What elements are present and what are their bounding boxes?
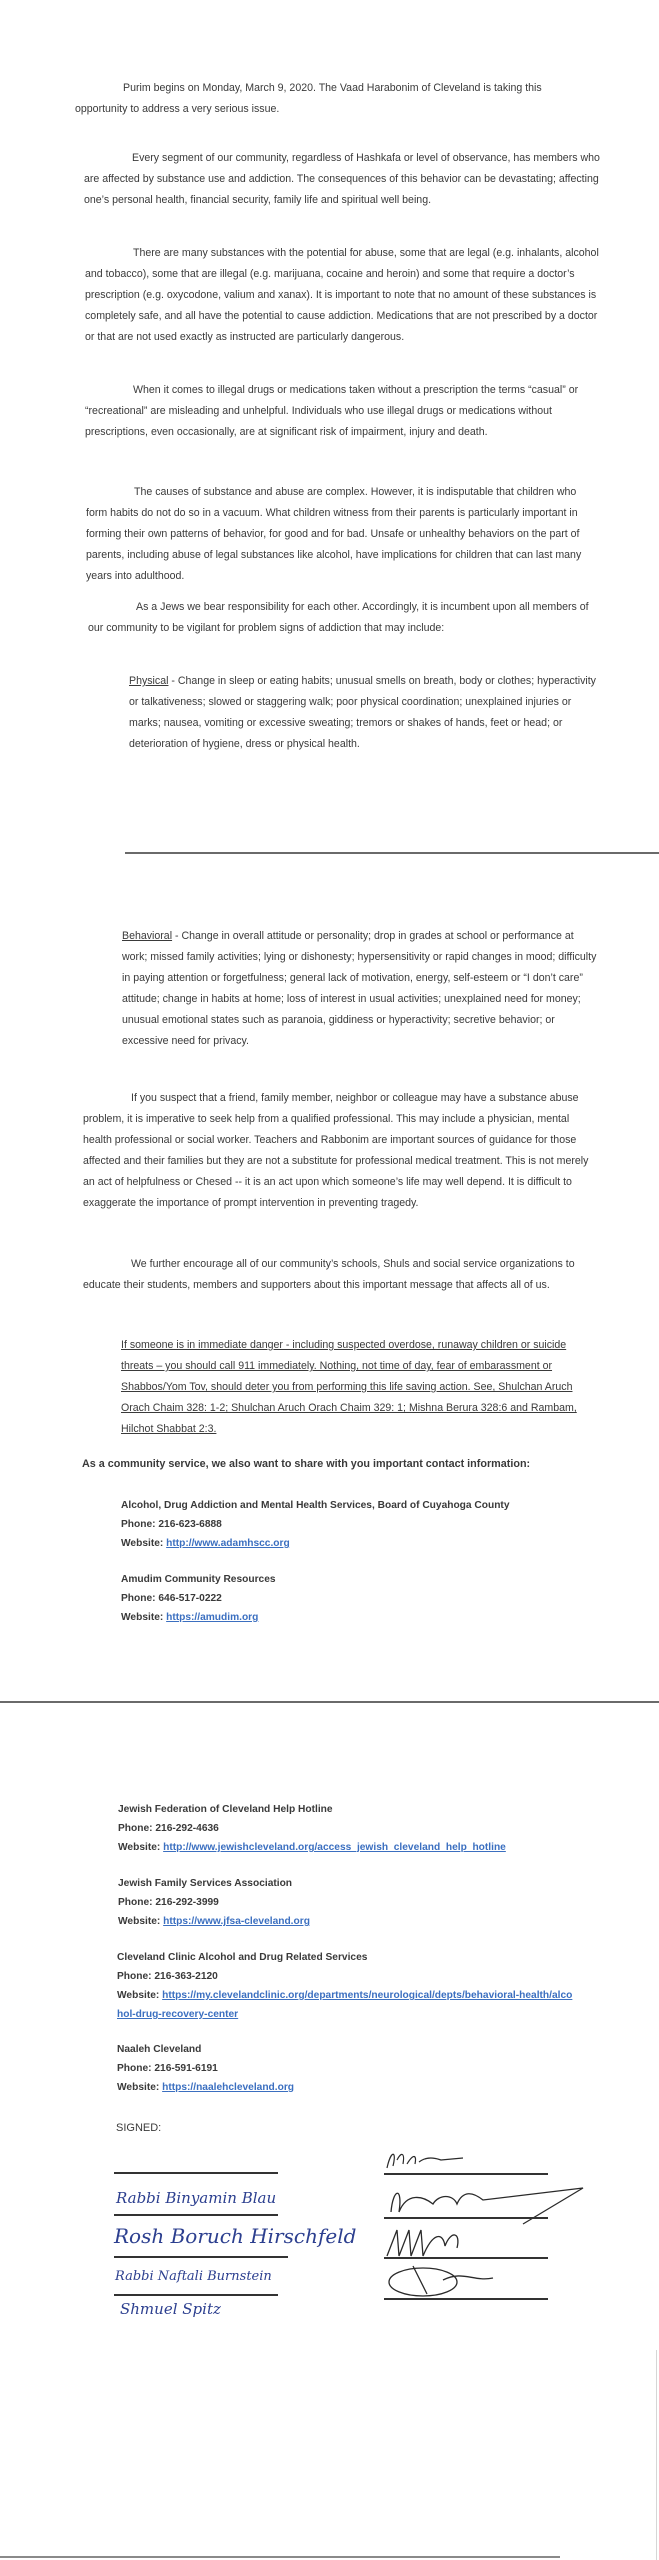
phone-number: 216-591-6191 (154, 2063, 218, 2074)
website-link[interactable]: http://www.jewishcleveland.org/access_jewish_cleveland_help_hotline (163, 1842, 506, 1853)
phone-label: Phone: (121, 1519, 156, 1530)
paragraph-illegal-drugs (85, 380, 600, 443)
signature-line (384, 2298, 548, 2300)
signs-behavioral (122, 926, 600, 1052)
contact-naaleh (117, 2040, 617, 2097)
phone-number: 216-363-2120 (154, 1971, 218, 1982)
contact-website (121, 1608, 601, 1627)
paragraph-encourage (83, 1254, 600, 1296)
paragraph-responsibility (88, 597, 600, 639)
phone-label: Phone: (121, 1593, 156, 1604)
signature-line (114, 2294, 278, 2296)
physical-text: - Change in sleep or eating habits; unusual smells on breath, body or clothes; hyperactivity or talkativeness; slowed or staggering walk; poor physical coordination; unexplained injuries or marks; nausea, vomiting or excessive sweating; tremors or shakes of hands, feet or head; or deterioration of hygiene, dress or physical health. (129, 675, 596, 750)
physical-label: Physical (129, 675, 169, 687)
contact-amudim (121, 1570, 601, 1627)
paragraph-seek-help (83, 1088, 600, 1214)
website-link[interactable]: https://my.clevelandclinic.org/departments/neurological/depts/behavioral-health/alcohol-drug-recovery-center (117, 1990, 573, 2020)
website-link[interactable]: https://www.jfsa-cleveland.org (163, 1916, 310, 1927)
signature-line (384, 2173, 548, 2175)
paragraph-community (84, 148, 600, 211)
contact-name: Amudim Community Resources (121, 1574, 276, 1585)
phone-number: 216-292-4636 (155, 1823, 219, 1834)
contact-phone (118, 1819, 618, 1838)
contact-website (117, 2078, 617, 2097)
website-label: Website: (118, 1916, 161, 1927)
paragraph-text: We further encourage all of our community’s schools, Shuls and social service organizations to educate their students, members and supporters about this important message that affects all of us. (83, 1258, 575, 1291)
signature-scribble-4-icon (383, 2260, 513, 2300)
paragraph-text: Purim begins on Monday, March 9, 2020. The Vaad Harabonim of Cleveland is taking this opportunity to address a very serious issue. (75, 82, 542, 115)
contact-phone (121, 1589, 601, 1608)
contact-phone (118, 1893, 618, 1912)
signature-hirschfeld: Rosh Boruch Hirschfeld (114, 2224, 357, 2248)
paragraph-text: The causes of substance and abuse are complex. However, it is indisputable that children who form habits do not do so in a vacuum. What children witness from their parents is particularly important in forming their own patterns of behavior, for good and for bad. Unsafe or unhealthy behaviors on the part of parents, including abuse of legal substances like alcohol, have implications for children that can last many years into adulthood. (86, 486, 582, 582)
signature-scribble-3-icon (383, 2222, 483, 2262)
page-break (0, 1701, 659, 1703)
contact-adamhs (121, 1496, 601, 1553)
signature-burnstein: Rabbi Naftali Burnstein (115, 2269, 272, 2284)
signature-line (114, 2256, 288, 2258)
contact-name: Cleveland Clinic Alcohol and Drug Related Services (117, 1952, 368, 1963)
website-label: Website: (118, 1842, 161, 1853)
contact-phone (121, 1515, 601, 1534)
contact-phone (117, 1967, 577, 1986)
website-label: Website: (121, 1538, 164, 1549)
signature-spitz: Shmuel Spitz (120, 2300, 221, 2318)
contact-jewish-federation (118, 1800, 618, 1857)
signature-line (114, 2172, 278, 2174)
paragraph-text: When it comes to illegal drugs or medications taken without a prescription the terms “casual” or “recreational” are misleading and unhelpful. Individuals who use illegal drugs or medications without prescriptions, even occasionally, are at significant risk of impairment, injury and death. (85, 384, 579, 438)
phone-number: 216-292-3999 (155, 1897, 219, 1908)
phone-label: Phone: (118, 1823, 153, 1834)
contact-website (121, 1534, 601, 1553)
contact-jfsa (118, 1874, 618, 1931)
paragraph-text: There are many substances with the potential for abuse, some that are legal (e.g. inhalants, alcohol and tobacco), some that are illegal (e.g. marijuana, cocaine and heroin) and some that require a doctor’s prescription (e.g. oxycodone, valium and xanax). It is important to note that no amount of these substances is completely safe, and all have the potential to cause addiction. Medications that are not prescribed by a doctor or that are not used exactly as instructed are particularly dangerous. (85, 247, 599, 343)
paragraph-text: Every segment of our community, regardless of Hashkafa or level of observance, has members who are affected by substance use and addiction. The consequences of this behavior can be devastating; affecting one’s personal health, financial security, family life and spiritual well being. (84, 152, 600, 206)
contact-cleveland-clinic (117, 1948, 577, 2024)
contact-name: Jewish Family Services Association (118, 1878, 293, 1889)
contact-name: Naaleh Cleveland (117, 2044, 202, 2055)
paragraph-intro (75, 78, 595, 120)
contact-name: Alcohol, Drug Addiction and Mental Health Services, Board of Cuyahoga County (121, 1500, 510, 1511)
website-label: Website: (121, 1612, 164, 1623)
emergency-warning: If someone is in immediate danger - including suspected overdose, runaway children or suicide threats – you should call 911 immediately. Nothing, not time of day, fear of embarassment or Shabbos/Yom Tov, should deter you from performing this life saving action. See, Shulchan Aruch Orach Chaim 328: 1-2; Shulchan Aruch Orach Chaim 329: 1; Mishna Berura 328:6 and Rambam, Hilchot Shabbat 2:3. (121, 1339, 577, 1435)
contact-website (118, 1912, 618, 1931)
website-label: Website: (117, 2082, 160, 2093)
signature-blau: Rabbi Binyamin Blau (116, 2189, 277, 2207)
contact-intro: As a community service, we also want to share with you important contact information: (82, 1458, 531, 1470)
signature-line (384, 2217, 548, 2219)
signature-line (384, 2257, 548, 2259)
phone-number: 646-517-0222 (158, 1593, 222, 1604)
paragraph-text: As a Jews we bear responsibility for each other. Accordingly, it is incumbent upon all members of our community to be vigilant for problem signs of addiction that may include: (88, 601, 589, 634)
signed-label: SIGNED: (116, 2122, 162, 2134)
page-3 (0, 1704, 659, 2560)
page-2 (0, 856, 659, 1696)
phone-label: Phone: (117, 1971, 152, 1982)
behavioral-text: - Change in overall attitude or personality; drop in grades at school or performance at work; missed family activities; lying or dishonesty; hypersensitivity or rapid changes in mood; difficulty in paying attention or forgetfulness; general lack of motivation, energy, self-esteem or “I don’t care” attitude; change in habits at home; loss of interest in usual activities; unexplained need for money; unusual emotional states such as paranoia, giddiness or hyperactivity; secretive behavior; or excessive need for privacy. (122, 930, 597, 1047)
signature-scribble-1-icon (383, 2146, 473, 2174)
page-1 (0, 0, 659, 848)
paragraph-text: If you suspect that a friend, family member, neighbor or colleague may have a substance abuse problem, it is imperative to seek help from a qualified professional. This may include a physician, mental health professional or social worker. Teachers and Rabbonim are important sources of guidance for those affected and their families but they are not a substitute for professional medical treatment. This is not merely an act of helpfulness or Chesed -- it is an act upon which someone’s life may well depend. It is difficult to exaggerate the importance of prompt intervention in preventing tragedy. (83, 1092, 589, 1209)
website-label: Website: (117, 1990, 160, 2001)
signs-physical (129, 671, 599, 755)
behavioral-label: Behavioral (122, 930, 173, 942)
contact-name: Jewish Federation of Cleveland Help Hotline (118, 1804, 333, 1815)
paragraph-substances (85, 243, 600, 348)
website-link[interactable]: https://amudim.org (166, 1612, 259, 1623)
page-right-edge (656, 2350, 657, 2560)
contact-phone (117, 2059, 617, 2078)
signature-line (114, 2214, 278, 2216)
contact-website (117, 1986, 577, 2024)
page-bottom-edge (0, 2556, 560, 2558)
contact-website (118, 1838, 618, 1857)
phone-label: Phone: (118, 1897, 153, 1908)
paragraph-causes (86, 482, 600, 587)
page-break (125, 852, 659, 854)
phone-label: Phone: (117, 2063, 152, 2074)
phone-number: 216-623-6888 (158, 1519, 222, 1530)
website-link[interactable]: http://www.adamhscc.org (166, 1538, 290, 1549)
website-link[interactable]: https://naalehcleveland.org (162, 2082, 295, 2093)
